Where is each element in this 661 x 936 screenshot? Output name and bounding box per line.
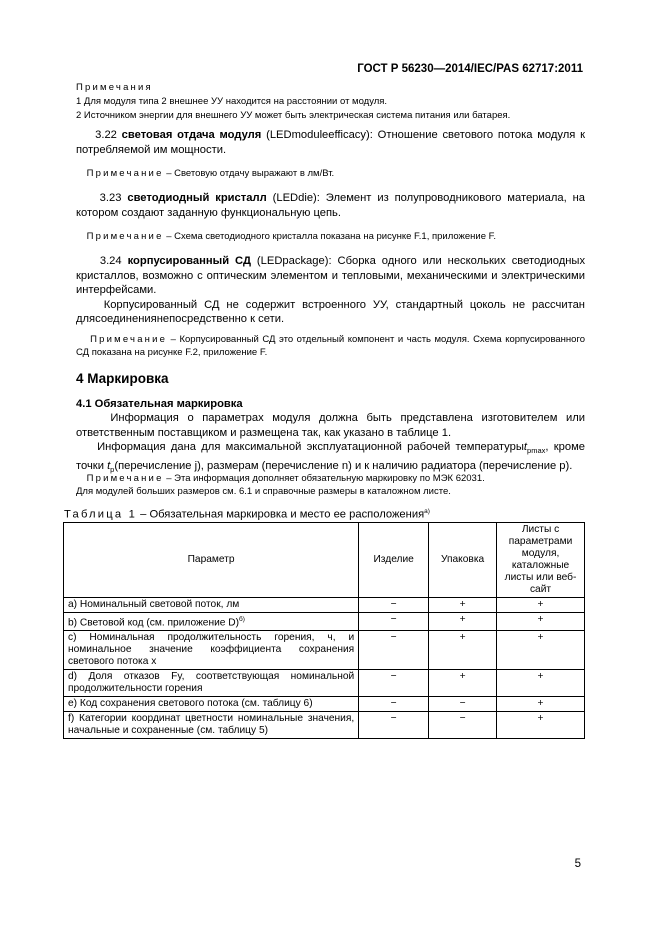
term-definition: : Сборка одного или нескольких светодиодных кристаллов, возможно с оптическим элементом и тепловыми, механическими и электрическими интерфейсами.	[76, 255, 586, 296]
section-4-1-body: Информация о параметрах модуля должна быть представлена изготовителем или ответственным поставщиком и размещена так, как указано в таблице 1. Информация дана для максимальной эксплуатационной рабочей температурыt$_{pmax}$, кроме точки $t_p(перечисление$ j), размерам (перечисление n) и к наличию радиатора (перечисление p).	[76, 412, 586, 474]
term-english: (LEDpackage)	[256, 255, 329, 267]
term-name: светодиодный кристалл	[127, 192, 267, 204]
table-header-parameter: Параметр	[64, 523, 359, 598]
note-label: Примечание	[90, 334, 168, 345]
note-line-2: Для модулей больших размеров см. 6.1 и справочные размеры в каталожном листе.	[76, 486, 451, 497]
note-text: – Эта информация дополняет обязательную маркировку по МЭК 62031.	[163, 473, 485, 484]
term-english: (LEDdie)	[272, 192, 317, 204]
notes-top	[76, 81, 586, 123]
paragraph-2a: Информация дана для максимальной эксплуатационной рабочей температуры	[97, 441, 524, 453]
table-header-product: Изделие	[359, 523, 429, 598]
note-item-1: 1 Для модуля типа 2 внешнее УУ находится на расстоянии от модуля.	[76, 96, 388, 107]
term-3-22	[76, 128, 585, 157]
term-extra: Корпусированный СД не содержит встроенного УУ, стандартный цоколь не рассчитан длясоединениянепосредственно к сети.	[76, 298, 585, 325]
table-caption-footnote: а)	[424, 508, 430, 515]
note-label: Примечание	[86, 473, 164, 484]
table-row: c) Номинальная продолжительность горения, ч, и номинальное значение коэффициента сохранения светового потока x − + +	[64, 631, 585, 670]
term-definition: : Отношение светового потока модуля к потребляемой им мощности.	[76, 129, 586, 156]
section-4-1-title: 4.1 Обязательная маркировка	[76, 398, 243, 410]
term-name: корпусированный СД	[127, 255, 251, 267]
table-row: e) Код сохранения светового потока (см. таблицу 6) − − +	[64, 697, 585, 712]
table-1-caption	[64, 508, 430, 521]
note-label: Примечание	[86, 168, 164, 179]
table-row: d) Доля отказов Fy, соответствующая номинальной продолжительности горения − + +	[64, 670, 585, 697]
paragraph-1: Информация о параметрах модуля должна быть представлена изготовителем или ответственным поставщиком и размещена так, как указано в таблице 1.	[76, 412, 586, 439]
note-text: – Схема светодиодного кристалла показана на рисунке F.1, приложение F.	[163, 231, 497, 242]
table-header-package: Упаковка	[429, 523, 497, 598]
note-label: Примечание	[86, 231, 164, 242]
note-item-2: 2 Источником энергии для внешнего УУ может быть электрическая система питания или батарея.	[76, 110, 511, 121]
table-header-datasheets: Листы с параметрами модуля, каталожные листы или веб-сайт	[497, 523, 585, 598]
term-definition: : Элемент из полупроводникового материала, на котором создают заданную функциональную цепь.	[76, 192, 586, 219]
page-number: 5	[574, 858, 581, 870]
table-row: f) Категории координат цветности номинальные значения, начальные и сохраненные (см. таблицу 5) − − +	[64, 712, 585, 739]
term-3-23	[76, 191, 585, 220]
note-3-24	[76, 333, 585, 359]
term-number: 3.24	[99, 255, 122, 267]
table-row: a) Номинальный световой поток, лм − + +	[64, 598, 585, 613]
table-caption-label: Таблица 1	[64, 508, 137, 521]
term-number: 3.23	[99, 192, 122, 204]
section-4-title: 4 Маркировка	[76, 371, 169, 386]
paragraph-2c: (перечисление j), размерам (перечисление n) и к наличию радиатора (перечисление p).	[114, 459, 573, 472]
note-4-1	[76, 472, 585, 498]
note-3-22	[76, 167, 585, 180]
table-caption-text: – Обязательная маркировка и место ее расположения	[137, 508, 425, 521]
note-text: – Световую отдачу выражают в лм/Вт.	[163, 168, 335, 179]
term-name: световая отдача модуля	[121, 129, 262, 141]
notes-title: Примечания	[76, 82, 153, 93]
term-english: (LEDmoduleefficacy)	[266, 129, 370, 141]
table-row: b) Световой код (см. приложение D)$^{б)}$ − + +	[64, 613, 585, 631]
note-text: – Корпусированный СД это отдельный компонент и часть модуля. Схема корпусированного СД показана на рисунке F.2, приложение F.	[76, 334, 585, 358]
marking-table	[63, 522, 585, 739]
term-number: 3.22	[95, 129, 117, 141]
note-3-23	[76, 230, 585, 243]
term-3-24	[76, 254, 585, 327]
document-header-code: ГОСТ Р 56230—2014/IEC/PAS 62717:2011	[357, 63, 583, 75]
